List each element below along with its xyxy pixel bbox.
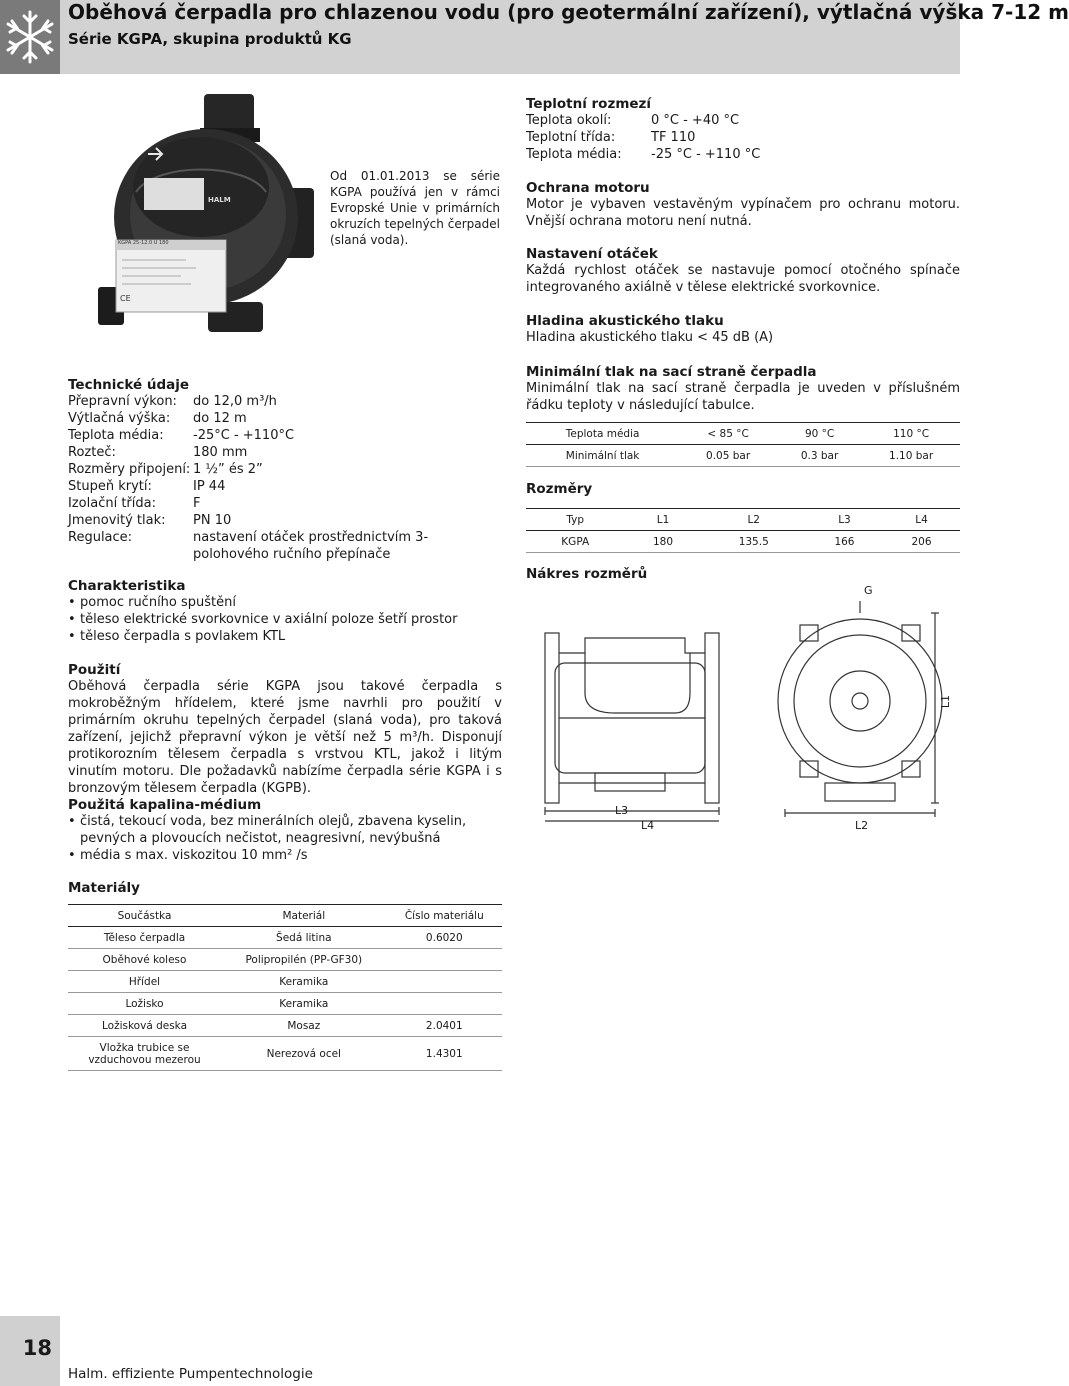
- tech-data-value: nastavení otáček prostřednictvím 3-polohového ručního přepínače: [193, 530, 429, 562]
- features-section: [68, 578, 498, 645]
- dimensions-table: [526, 508, 960, 553]
- fluid-section: [68, 797, 502, 864]
- min-pressure-section: [526, 364, 960, 414]
- tech-data-key: Rozměry připojení:: [68, 462, 191, 477]
- materials-cell: Ložisková deska: [101, 1019, 188, 1032]
- materials-cell: Hřídel: [128, 975, 161, 988]
- dimensions-column-header: L4: [915, 513, 928, 526]
- tech-data-key: Regulace:: [68, 530, 133, 545]
- min-pressure-heading: Minimální tlak na sací straně čerpadla: [526, 364, 817, 380]
- materials-cell: Polipropilén (PP-GF30): [245, 953, 363, 966]
- tech-data-row: [68, 427, 498, 444]
- tech-data-section: [68, 377, 498, 563]
- materials-table: [68, 904, 502, 1071]
- dim-label-l3: L3: [615, 804, 629, 817]
- temperature-heading: Teplotní rozmezí: [526, 96, 652, 112]
- feature-item: • těleso čerpadla s povlakem KTL: [68, 628, 498, 645]
- tech-data-row: [68, 512, 498, 529]
- dimensions-cell: 206: [911, 535, 932, 548]
- tech-data-value: do 12 m: [193, 411, 247, 426]
- materials-cell: Mosaz: [287, 1019, 321, 1032]
- tech-data-key: Stupeň krytí:: [68, 479, 152, 494]
- materials-cell: 2.0401: [425, 1019, 463, 1032]
- materials-cell: 1.4301: [425, 1047, 463, 1060]
- temperature-key: Teplotní třída:: [526, 130, 616, 145]
- materials-cell: [387, 993, 502, 1015]
- usage-text: Oběhová čerpadla série KGPA jsou takové čerpadla s mokroběžným hřídelem, které jsme navrhli pro použití v primárním okruhu tepelných čerpadel (slaná voda), pro taková zařízení, jejichž přepravní výkon je větší než 5 m³/h. Disponují protikorozním tělesem čerpadla s vrstvou KTL, jakož i litým vinutím motoru. Dle požadavků nabízíme čerpadla série KGPA i s bronzovým tělesem čerpadla (KGPB).: [68, 679, 502, 796]
- features-heading: Charakteristika: [68, 578, 186, 594]
- temperature-section: [526, 96, 960, 163]
- temperature-row: [526, 146, 960, 163]
- speed-text: Každá rychlost otáček se nastavuje pomocí otočného spínače integrovaného axiálně v tělese elektrické svorkovnice.: [526, 263, 960, 295]
- materials-row: [68, 971, 502, 993]
- tech-data-row: [68, 529, 498, 563]
- min-pressure-text: Minimální tlak na sací straně čerpadla je uveden v příslušném řádku tepIoty v následující tabulce.: [526, 381, 960, 413]
- dim-label-l1: L1: [939, 694, 953, 709]
- materials-row: [68, 927, 502, 949]
- materials-row: [68, 1037, 502, 1071]
- dimension-drawing: [525, 583, 960, 833]
- ce-mark: CE: [120, 294, 131, 303]
- materials-column-header: Materiál: [282, 909, 326, 922]
- materials-column-header: Číslo materiálu: [404, 909, 484, 922]
- fluid-item: • média s max. viskozitou 10 mm² /s: [68, 847, 502, 864]
- temperature-row: [526, 129, 960, 146]
- motor-section: [526, 180, 960, 230]
- materials-cell: Nerezová ocel: [266, 1047, 341, 1060]
- materials-cell: Vložka trubice se vzduchovou mezerou: [88, 1041, 201, 1066]
- tech-data-value: 180 mm: [193, 445, 248, 460]
- min-pressure-row: [526, 423, 960, 445]
- dimensions-heading: Rozměry: [526, 481, 593, 497]
- min-pressure-cell: 1.10 bar: [889, 449, 934, 462]
- min-pressure-cell: < 85 °C: [707, 427, 749, 440]
- min-pressure-cell: Minimální tlak: [565, 449, 640, 462]
- materials-row: [68, 993, 502, 1015]
- tech-data-key: Výtlačná výška:: [68, 411, 171, 426]
- feature-item: • těleso elektrické svorkovnice v axiální poloze šetří prostor: [68, 611, 498, 628]
- materials-heading: Materiály: [68, 880, 140, 896]
- materials-column-header: Součástka: [117, 909, 172, 922]
- dimensions-column-header: L1: [656, 513, 670, 526]
- motor-text: Motor je vybaven vestavěným vypínačem pro ochranu motoru. Vnější ochrana motoru není nutná.: [526, 197, 960, 229]
- tech-data-key: Rozteč:: [68, 445, 116, 460]
- footer-text: Halm. effiziente Pumpentechnologie: [68, 1366, 313, 1382]
- tech-data-row: [68, 478, 498, 495]
- drawing-heading: Nákres rozměrů: [526, 566, 648, 582]
- min-pressure-row: [526, 445, 960, 467]
- temperature-value: 0 °C - +40 °C: [651, 113, 740, 128]
- snowflake-icon: [0, 0, 60, 74]
- materials-cell: [387, 949, 502, 971]
- tech-data-row: [68, 393, 498, 410]
- temperature-value: TF 110: [651, 130, 696, 145]
- min-pressure-cell: 90 °C: [804, 427, 835, 440]
- min-pressure-cell: 0.3 bar: [800, 449, 839, 462]
- tech-data-value: 1 ½” és 2”: [193, 462, 263, 477]
- tech-data-key: Teplota média:: [68, 428, 164, 443]
- notice-text: Od 01.01.2013 se série KGPA používá jen v rámci Evropské Unie v primárních okruzích tepelných čerpadel (slaná voda).: [330, 169, 500, 247]
- materials-cell: Keramika: [279, 997, 329, 1010]
- tech-data-row: [68, 495, 498, 512]
- materials-cell: Těleso čerpadla: [103, 931, 186, 944]
- dimensions-cell: 166: [834, 535, 855, 548]
- noise-section: [526, 313, 960, 346]
- min-pressure-cell: 0.05 bar: [706, 449, 751, 462]
- materials-cell: Oběhové koleso: [102, 953, 187, 966]
- motor-heading: Ochrana motoru: [526, 180, 650, 196]
- page-number: 18: [22, 1336, 52, 1360]
- tech-data-value: F: [193, 496, 201, 511]
- speed-heading: Nastavení otáček: [526, 246, 658, 262]
- page-title: Oběhová čerpadla pro chlazenou vodu (pro geotermální zařízení), výtlačná výška 7-12 m: [68, 0, 1069, 24]
- min-pressure-table: [526, 422, 960, 467]
- pump-photo: [96, 92, 316, 337]
- tech-data-key: Izolační třída:: [68, 496, 156, 511]
- tech-data-row: [68, 461, 498, 478]
- feature-item: • pomoc ručního spuštění: [68, 594, 498, 611]
- noise-heading: Hladina akustického tlaku: [526, 313, 724, 329]
- nameplate-model: KGPA 25-12.0 U 180: [118, 240, 169, 246]
- temperature-key: Teplota okolí:: [526, 113, 612, 128]
- usage-section: [68, 662, 502, 797]
- dimensions-column-header: L2: [747, 513, 760, 526]
- dim-label-l4: L4: [641, 819, 655, 832]
- tech-data-value: PN 10: [193, 513, 232, 528]
- fluid-item: • čistá, tekoucí voda, bez minerálních olejů, zbavena kyselin, pevných a plovoucích nečistot, neagresivní, nevýbušná: [68, 813, 502, 847]
- speed-section: [526, 246, 960, 296]
- fluid-heading: Použitá kapalina-médium: [68, 797, 262, 813]
- temperature-value: -25 °C - +110 °C: [651, 147, 761, 162]
- dimensions-column-header: L3: [838, 513, 851, 526]
- page-subtitle: Série KGPA, skupina produktů KG: [68, 30, 352, 48]
- dimensions-cell: 180: [652, 535, 673, 548]
- materials-cell: Ložisko: [125, 997, 164, 1010]
- dim-label-g: G: [864, 584, 873, 597]
- brand-label: HALM: [208, 196, 231, 204]
- dimensions-cell: 135.5: [738, 535, 769, 548]
- materials-cell: 0.6020: [425, 931, 463, 944]
- noise-text: Hladina akustického tlaku < 45 dB (A): [526, 330, 774, 345]
- tech-data-row: [68, 410, 498, 427]
- tech-data-value: -25°C - +110°C: [193, 428, 295, 443]
- dim-label-l2: L2: [855, 819, 869, 832]
- materials-row: [68, 1015, 502, 1037]
- tech-data-heading: Technické údaje: [68, 377, 190, 393]
- materials-row: [68, 949, 502, 971]
- tech-data-row: [68, 444, 498, 461]
- temperature-row: [526, 112, 960, 129]
- tech-data-key: Jmenovitý tlak:: [68, 513, 166, 528]
- dimensions-cell: KGPA: [561, 535, 590, 548]
- materials-cell: Keramika: [279, 975, 329, 988]
- dimensions-column-header: Typ: [566, 513, 585, 526]
- min-pressure-cell: Teplota média: [565, 427, 640, 440]
- min-pressure-cell: 110 °C: [893, 427, 930, 440]
- materials-cell: [387, 971, 502, 993]
- materials-cell: Šedá litina: [276, 931, 332, 944]
- tech-data-value: IP 44: [193, 479, 226, 494]
- usage-heading: Použití: [68, 662, 121, 678]
- tech-data-key: Přepravní výkon:: [68, 394, 177, 409]
- temperature-key: Teplota média:: [526, 147, 622, 162]
- tech-data-value: do 12,0 m³/h: [193, 394, 277, 409]
